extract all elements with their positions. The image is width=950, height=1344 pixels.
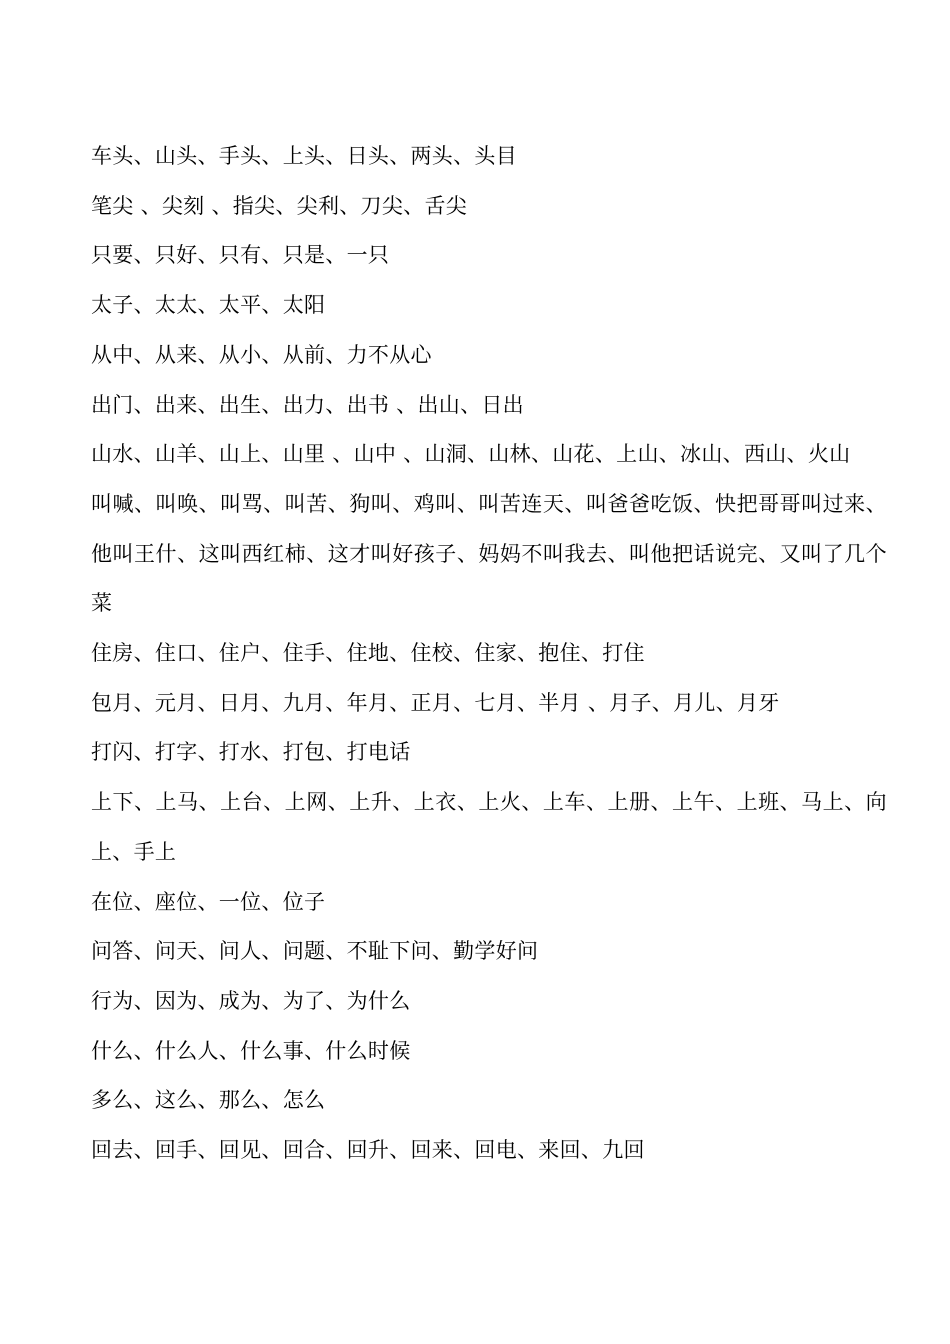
word-list-paragraph: 笔尖 、尖刻 、指尖、尖利、刀尖、舌尖 (91, 193, 468, 218)
word-list-paragraph: 上下、上马、上台、上网、上升、上衣、上火、上车、上册、上午、上班、马上、向上、手上 (91, 790, 887, 864)
word-list-paragraph: 山水、山羊、山上、山里 、山中 、山洞、山林、山花、上山、冰山、西山、火山 (91, 442, 851, 467)
word-list-paragraph: 叫喊、叫唤、叫骂、叫苦、狗叫、鸡叫、叫苦连天、叫爸爸吃饭、快把哥哥叫过来、他叫王什、这叫西红柿、这才叫好孩子、妈妈不叫我去、叫他把话说完、又叫了几个菜 (91, 491, 887, 616)
word-list-paragraph: 在位、座位、一位、位子 (91, 889, 326, 914)
document-body (91, 132, 887, 1176)
word-list-paragraph: 包月、元月、日月、九月、年月、正月、七月、半月 、月子、月儿、月牙 (91, 690, 780, 715)
word-list-paragraph: 从中、从来、从小、从前、力不从心 (91, 342, 432, 367)
word-list-paragraph: 只要、只好、只有、只是、一只 (91, 243, 390, 268)
word-list-paragraph: 打闪、打字、打水、打包、打电话 (91, 740, 411, 765)
word-list-paragraph: 多么、这么、那么、怎么 (91, 1088, 326, 1113)
word-list-paragraph: 住房、住口、住户、住手、住地、住校、住家、抱住、打住 (91, 641, 645, 666)
word-list-paragraph: 行为、因为、成为、为了、为什么 (91, 988, 411, 1013)
word-list-paragraph: 出门、出来、出生、出力、出书 、出山、日出 (91, 392, 524, 417)
word-list-paragraph: 什么、什么人、什么事、什么时候 (91, 1038, 411, 1063)
word-list-paragraph: 问答、问天、问人、问题、不耻下问、勤学好问 (91, 939, 539, 964)
word-list-paragraph: 回去、回手、回见、回合、回升、回来、回电、来回、九回 (91, 1138, 645, 1163)
word-list-paragraph: 太子、太太、太平、太阳 (91, 293, 326, 318)
word-list-paragraph: 车头、山头、手头、上头、日头、两头、头目 (91, 144, 517, 168)
